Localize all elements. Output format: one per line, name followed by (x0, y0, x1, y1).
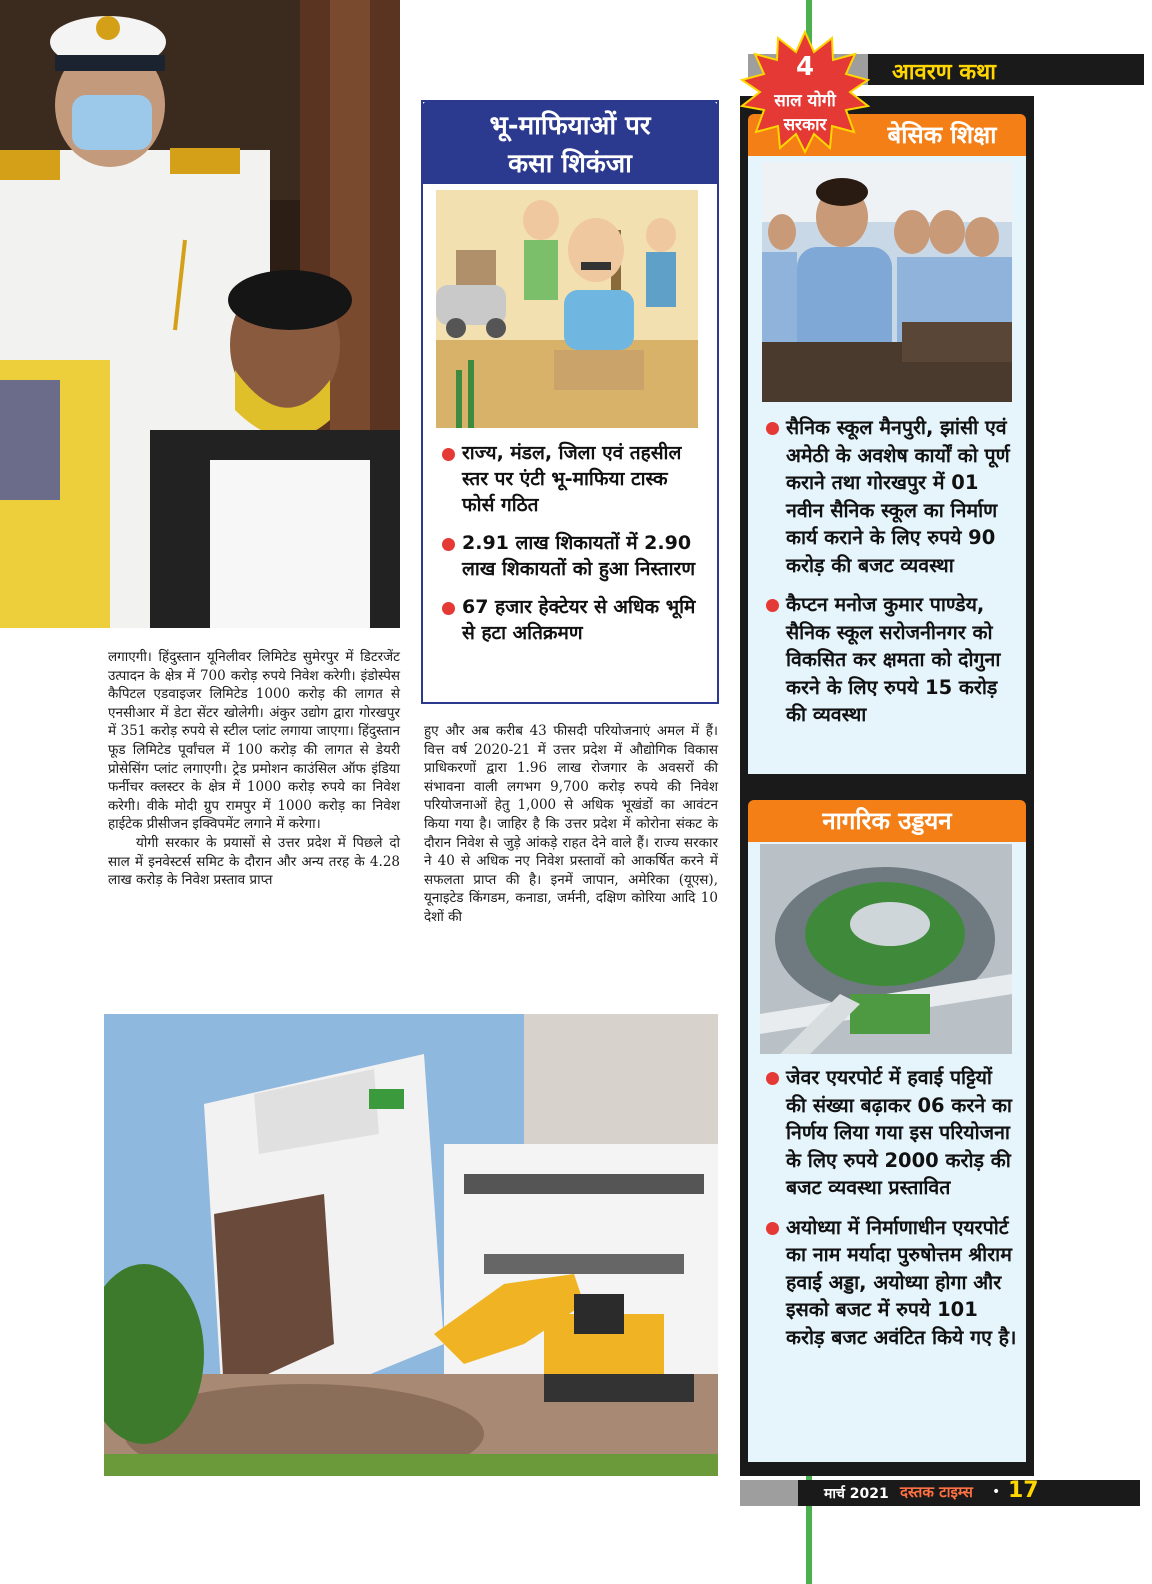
land-mafia-heading (421, 100, 719, 184)
badge-line1: साल योगी (774, 91, 836, 111)
footer-date: मार्च 2021 (824, 1486, 889, 1502)
bullet-text: राज्य, मंडल, जिला एवं तहसील स्तर पर एंटी भू-माफिया टास्क फोर्स गठित (462, 442, 682, 516)
airport-render-photo (760, 844, 1012, 1054)
land-mafia-cartoon (436, 190, 698, 428)
list-item (766, 591, 1018, 729)
badge-number: 4 (795, 52, 815, 82)
land-mafia-title-line1: भू-माफियाओं पर (489, 111, 651, 141)
section-title: आवरण कथा (892, 60, 996, 85)
list-item (442, 440, 706, 518)
article-paragraph: लगाएगी। हिंदुस्तान यूनिलीवर लिमिटेड सुमेरपुर में डिटरजेंट उत्पादन के क्षेत्र में 700 करोड़ रुपये निवेश करेगी। इंडोस्पेस कैपिटल एडवाइजर लिमिटेड 1000 करोड़ की लागत से एनसीआर में डेटा सेंटर खोलेगी। अंकुर उद्योग द्वारा गोरखपुर में 351 करोड़ रुपये से स्टील प्लांट लगाया जाएगा। हिंदुस्तान फूड लिमिटेड पूर्वांचल में 100 करोड़ की लागत से डेयरी प्रोसेसिंग प्लांट लगाएगी। ट्रेड प्रमोशन काउंसिल ऑफ इंडिया फर्नीचर क्लस्टर के क्षेत्र में 1000 करोड़ रुपये का निवेश करेगी। वीके मोदी ग्रुप रामपुर में 1000 करोड़ का निवेश हाईटेक प्रीसीजन इक्विपमेंट लगाने में करेगा। (108, 649, 400, 833)
footer-grey-block (740, 1480, 798, 1506)
bullet-text: अयोध्या में निर्माणाधीन एयरपोर्ट का नाम मर्यादा पुरुषोत्तम श्रीराम हवाई अड्डा, अयोध्या होगा और इसको बजट में रुपये 101 करोड़ बजट अवंटित किये गए है। (786, 1215, 1017, 1349)
badge-line2: सरकार (783, 115, 827, 135)
article-paragraph: योगी सरकार के प्रयासों से उत्तर प्रदेश में पिछले दो साल में इनवेस्टर्स समिट के दौरान और अन्य तरह के 4.28 लाख करोड़ के निवेश प्रस्ताव प्राप्त (108, 834, 400, 889)
bullet-dot-icon (766, 1222, 779, 1235)
bullet-dot-icon (766, 422, 779, 435)
land-mafia-bullets (442, 440, 706, 658)
officers-photo (0, 0, 400, 628)
bullet-text: 67 हजार हेक्टेयर से अधिक भूमि से हटा अतिक्रमण (462, 596, 696, 644)
civil-aviation-bullets (766, 1064, 1018, 1363)
bullet-dot-icon (766, 1072, 779, 1085)
article-column-2 (424, 722, 718, 927)
bullet-text: जेवर एयरपोर्ट में हवाई पट्टियों की संख्या बढ़ाकर 06 करने का निर्णय लिया गया इस परियोजना के लिए रुपये 2000 करोड़ की बजट व्यवस्था प्रस्तावित (786, 1066, 1012, 1199)
bullet-dot-icon (442, 602, 455, 615)
demolition-photo (104, 1014, 718, 1476)
article-paragraph: हुए और अब करीब 43 फीसदी परियोजनाएं अमल में हैं। वित्त वर्ष 2020-21 में उत्तर प्रदेश में औद्योगिक विकास प्राधिकरणों द्वारा 1.96 लाख रोजगार के अवसरों की संभावना वाली लगभग 9,700 करोड़ रुपये की निवेश परियोजनाओं हेतु 1,000 से अधिक भूखंडों का आवंटन किया गया है। जाहिर है कि उत्तर प्रदेश में कोरोना संकट के दौरान निवेश से जुड़े आंकड़े राहत देने वाले हैं। राज्य सरकार ने 40 से अधिक नए निवेश प्रस्तावों को आकर्षित करने में सफलता प्राप्त की है। इनमें जापान, अमेरिका (यूएस), यूनाइटेड किंगडम, कनाडा, जर्मनी, दक्षिण कोरिया आदि 10 देशों की (424, 723, 718, 925)
bullet-text: सैनिक स्कूल मैनपुरी, झांसी एवं अमेठी के अवशेष कार्यों को पूर्ण कराने तथा गोरखपुर में 01 नवीन सैनिक स्कूल का निर्माण कार्य कराने के लिए रुपये 90 करोड़ की बजट व्यवस्था (786, 416, 1010, 577)
basic-education-bullets (766, 414, 1018, 741)
bullet-dot-icon (442, 538, 455, 551)
bullet-dot-icon (766, 599, 779, 612)
footer-separator: • (992, 1484, 1001, 1500)
list-item (766, 414, 1018, 579)
bullet-dot-icon (442, 448, 455, 461)
bullet-text: कैप्टन मनोज कुमार पाण्डेय, सैनिक स्कूल सरोजनीनगर को विकसित कर क्षमता को दोगुना करने के लिए रुपये 15 करोड़ की व्यवस्था (786, 593, 1001, 726)
list-item (766, 1214, 1018, 1352)
list-item (442, 594, 706, 646)
basic-education-tab: बेसिक शिक्षा (748, 114, 1026, 156)
classroom-photo (762, 162, 1012, 402)
list-item (442, 530, 706, 582)
article-column-1 (108, 648, 400, 890)
magazine-logo: दस्तक टाइम्स (900, 1483, 973, 1501)
civil-aviation-tab: नागरिक उड्डयन (748, 800, 1026, 842)
land-mafia-title-line2: कसा शिकंजा (508, 149, 632, 179)
list-item (766, 1064, 1018, 1202)
bullet-text: 2.91 लाख शिकायतों में 2.90 लाख शिकायतों को हुआ निस्तारण (462, 532, 696, 580)
page-number: 17 (1008, 1478, 1039, 1503)
